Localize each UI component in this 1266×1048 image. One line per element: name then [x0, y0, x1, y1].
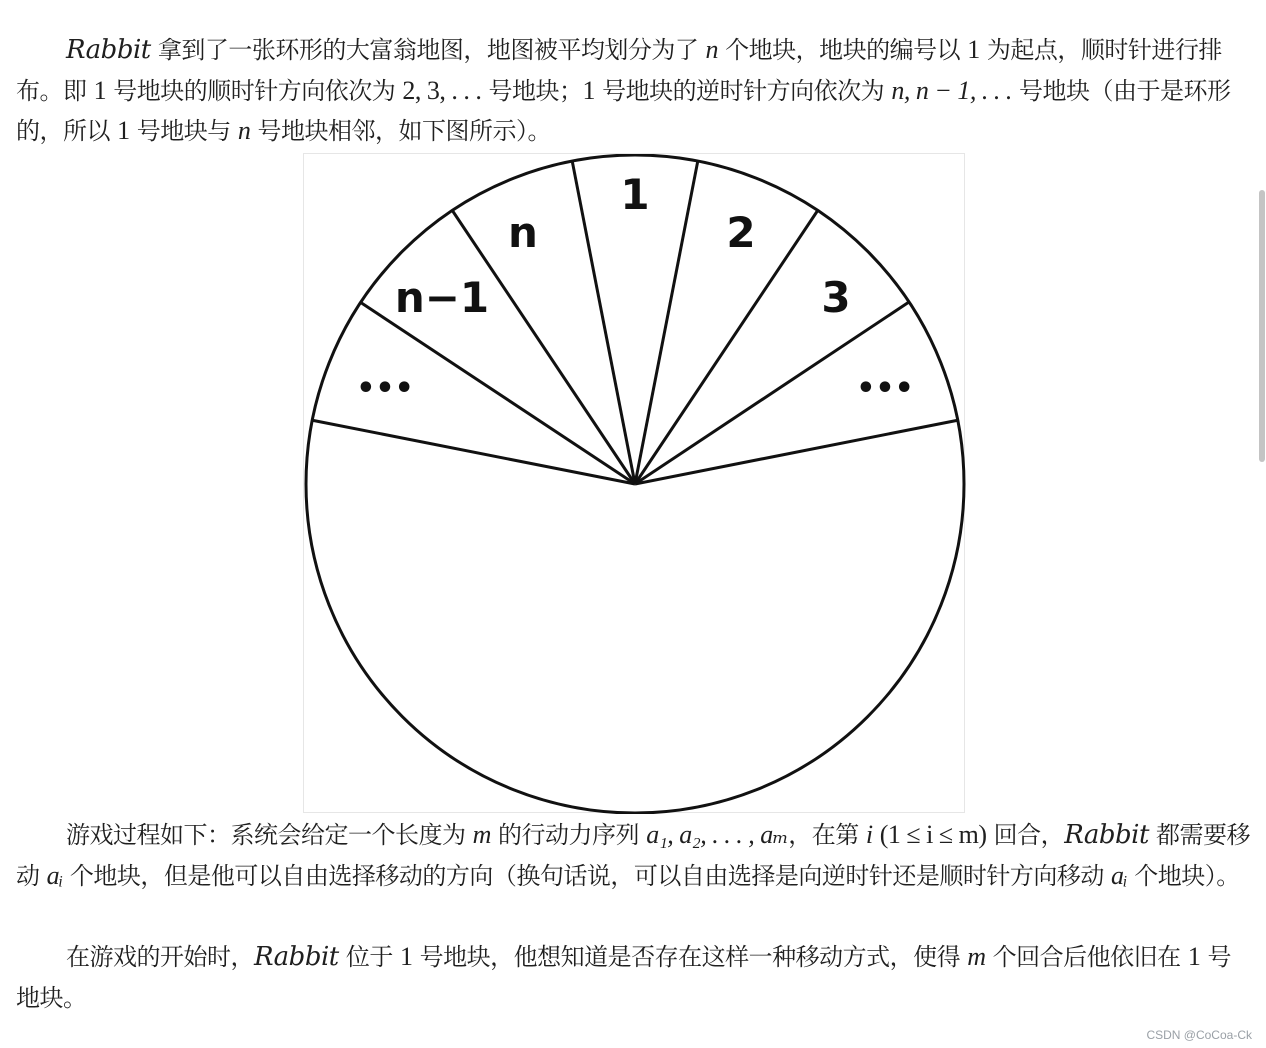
text: 在游戏的开始时，	[66, 943, 254, 971]
text: 都需要移动	[16, 821, 1251, 890]
circular-map-diagram	[304, 154, 966, 814]
text: 号地块。	[16, 943, 1231, 1012]
text: 的行动力序列	[490, 821, 647, 849]
text: 个地块，但是他可以自由选择移动的方向（换句话说，可以自由选择是向逆时针还是顺时针方向移动	[62, 861, 1112, 890]
math-range: (1 ≤ i ≤ m)	[879, 820, 987, 849]
math-seq-a: a₁, a₂, . . . , aₘ	[646, 820, 789, 849]
text: 个地块）。	[1127, 861, 1240, 890]
segment-label-n: n	[508, 208, 538, 257]
paragraph-rules	[16, 815, 1252, 896]
text: 个地块，地块的编号以	[718, 36, 968, 64]
math-1: 1	[1187, 942, 1201, 971]
paragraph-question	[16, 937, 1252, 1018]
math-1: 1	[967, 35, 980, 64]
text: 号地块；	[481, 76, 583, 105]
math-m: m	[967, 942, 986, 971]
paragraph-intro	[16, 30, 1252, 152]
rabbit-name: Rabbit	[1064, 820, 1149, 850]
text: 拿到了一张环形的大富翁地图，地图被平均划分为了	[150, 36, 706, 64]
text: ，在第	[788, 821, 866, 849]
text: 号地块的逆时针方向依次为	[595, 76, 892, 105]
math-seq-ccw: n, n − 1, . . .	[891, 75, 1012, 105]
text: 号地块相邻，如下图所示）。	[250, 117, 552, 145]
math-1: 1	[117, 116, 130, 145]
math-n: n	[705, 35, 718, 64]
text: 号地块与	[129, 117, 238, 145]
text: 个回合后他依旧在	[985, 943, 1188, 971]
scrollbar-thumb[interactable]	[1259, 190, 1265, 462]
math-seq-cw: 2, 3, . . .	[402, 75, 482, 105]
segment-label-2: 2	[726, 208, 756, 257]
text: 游戏过程如下：系统会给定一个长度为	[66, 821, 473, 849]
text: 为起点，顺时针进行排布。即	[16, 36, 1222, 105]
segment-label-ellipsis-left: •••	[356, 371, 414, 406]
math-m: m	[472, 820, 491, 849]
text: 回合，	[986, 821, 1065, 849]
segment-label-n-minus-1: n−1	[394, 273, 490, 322]
math-ai: aᵢ	[1111, 860, 1128, 890]
math-n: n	[237, 116, 251, 145]
watermark: CSDN @CoCoa-Ck	[1146, 1028, 1252, 1042]
segment-label-3: 3	[821, 273, 851, 322]
rabbit-name: Rabbit	[66, 35, 151, 65]
segment-label-ellipsis-right: •••	[856, 371, 914, 406]
segment-label-1: 1	[620, 170, 650, 219]
math-i: i	[865, 820, 873, 849]
math-1: 1	[400, 942, 413, 971]
math-1: 1	[582, 75, 596, 105]
math-1: 1	[93, 75, 107, 105]
text: 号地块，他想知道是否存在这样一种移动方式，使得	[412, 943, 968, 971]
text: 号地块（由于是环形的，所以	[16, 76, 1231, 145]
text: 号地块的顺时针方向依次为	[106, 76, 403, 105]
rabbit-name: Rabbit	[254, 942, 339, 972]
circular-map-figure	[303, 153, 965, 813]
math-ai: aᵢ	[46, 860, 63, 890]
text: 位于	[338, 943, 400, 971]
